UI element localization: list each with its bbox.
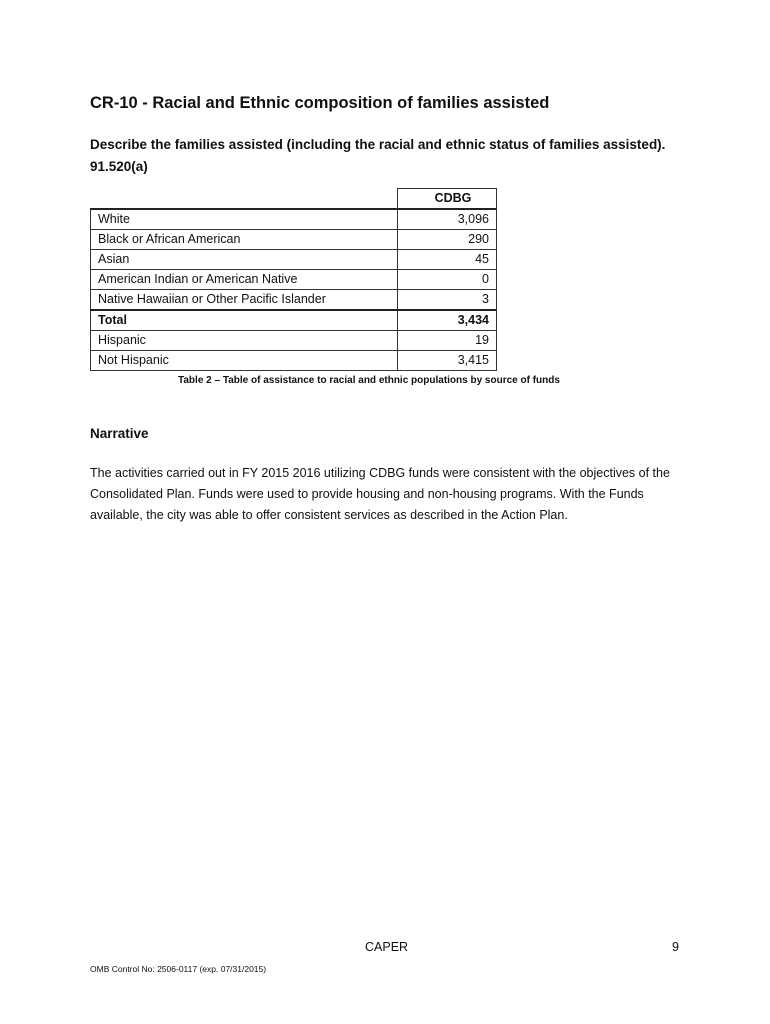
row-value: 290 [398, 230, 497, 250]
table-row [91, 209, 497, 230]
omb-control-number: OMB Control No: 2506-0117 (exp. 07/31/2015) [90, 964, 267, 974]
row-label: Asian [91, 250, 398, 270]
table-row [91, 250, 497, 270]
table-header-blank [91, 189, 398, 210]
table-header-cdbg: CDBG [398, 189, 497, 210]
table-row [91, 290, 497, 311]
row-label: Total [91, 310, 398, 331]
row-label: Hispanic [91, 331, 398, 351]
page-title: CR-10 - Racial and Ethnic composition of families assisted [90, 94, 550, 112]
race-ethnicity-table [90, 188, 497, 371]
row-value: 19 [398, 331, 497, 351]
table-caption: Table 2 – Table of assistance to racial and ethnic populations by source of funds [178, 375, 560, 386]
page-number: 9 [672, 940, 679, 954]
table-row-total [91, 310, 497, 331]
narrative-text: The activities carried out in FY 2015 2016 utilizing CDBG funds were consistent with the objectives of the Consolidated Plan. Funds were used to provide housing and non-housing programs. With the Funds available, the city was able to offer consistent services as described in the Action Plan. [90, 466, 670, 522]
row-label: Black or African American [91, 230, 398, 250]
footer-caper: CAPER [365, 940, 409, 954]
section-question: Describe the families assisted (including the racial and ethnic status of families assisted). 91.520(a) [90, 137, 666, 174]
row-value: 3 [398, 290, 497, 311]
row-label: American Indian or American Native [91, 270, 398, 290]
narrative-heading: Narrative [90, 426, 149, 441]
row-label: Native Hawaiian or Other Pacific Islander [91, 290, 398, 311]
table-row [91, 270, 497, 290]
table-header-row [91, 189, 497, 210]
table-row [91, 331, 497, 351]
table-row [91, 230, 497, 250]
row-value: 45 [398, 250, 497, 270]
row-value: 3,096 [398, 209, 497, 230]
row-label: Not Hispanic [91, 351, 398, 371]
row-value: 3,415 [398, 351, 497, 371]
row-label: White [91, 209, 398, 230]
table-row [91, 351, 497, 371]
row-value: 3,434 [398, 310, 497, 331]
row-value: 0 [398, 270, 497, 290]
